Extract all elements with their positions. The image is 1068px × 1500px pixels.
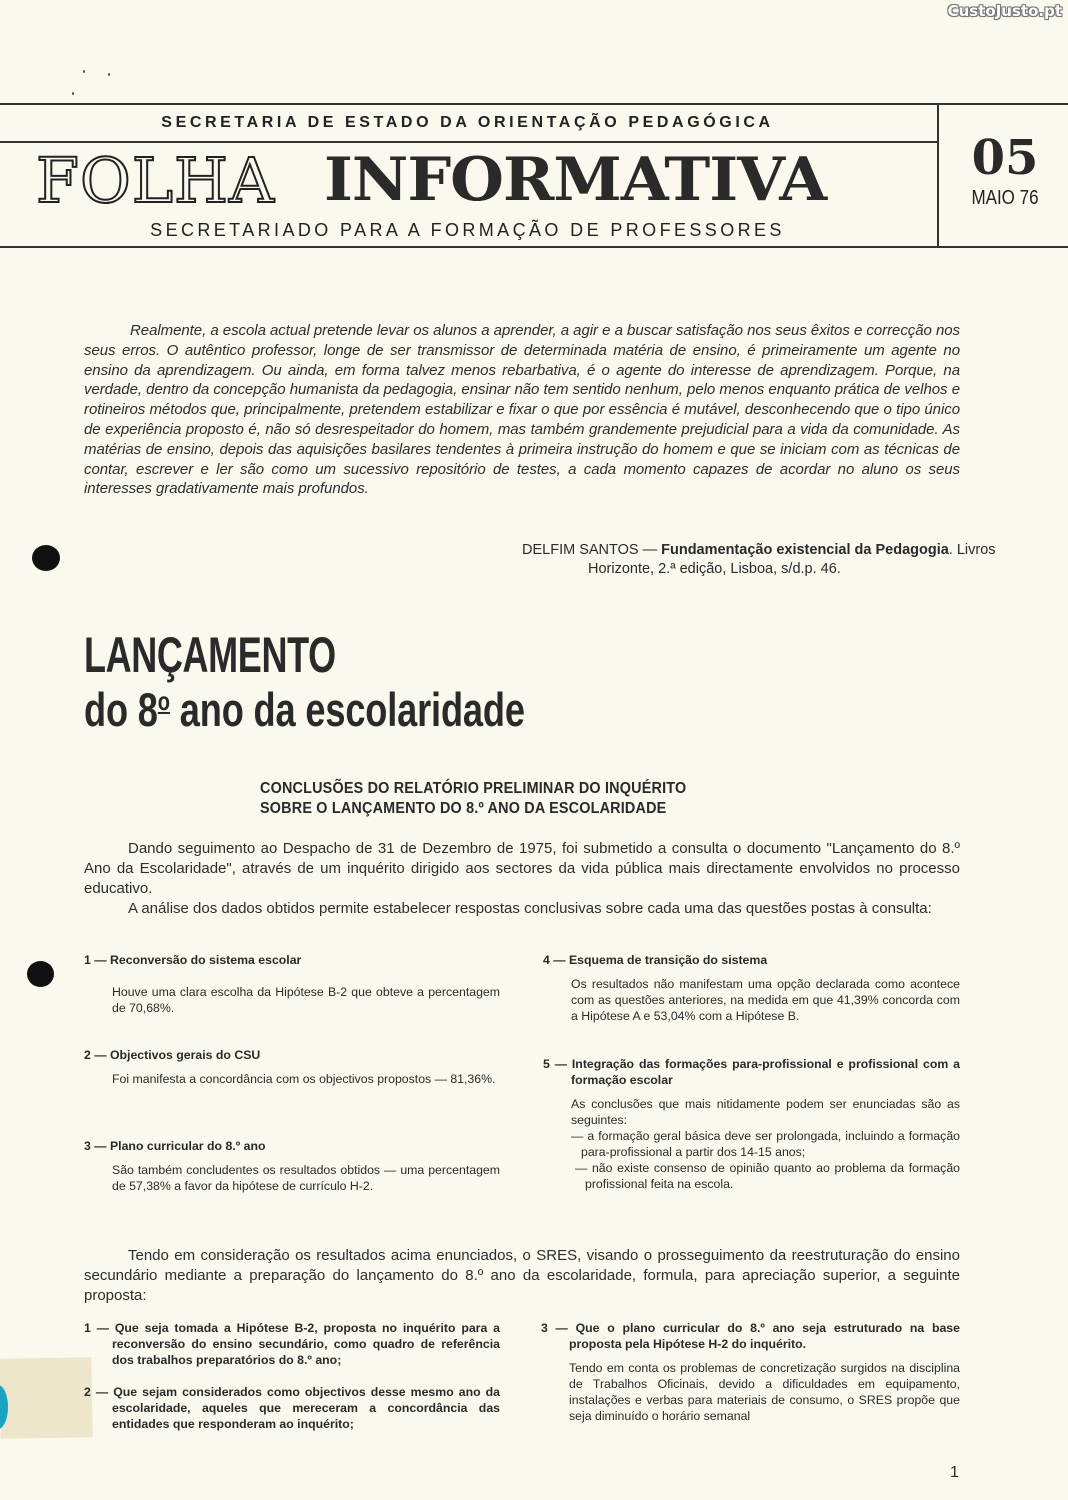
citation-work: Fundamentação existencial da Pedagogia — [661, 542, 949, 558]
proposal-item — [84, 1384, 500, 1432]
conclusion-item — [84, 1138, 500, 1194]
conclusion-heading: 5 — Integração das formações para-profissional e profissional com a formação escolar — [543, 1057, 960, 1087]
conclusion-item — [84, 952, 500, 1016]
binder-hole — [27, 961, 54, 987]
rule-middle — [0, 141, 937, 143]
intro-paragraph: A análise dos dados obtidos permite estabelecer respostas conclusivas sobre cada uma das questões postas à consulta: — [128, 900, 932, 917]
speck — [72, 92, 74, 95]
conclusion-item — [543, 952, 960, 1024]
conclusion-heading: 3 — Plano curricular do 8.º ano — [84, 1139, 266, 1153]
conclusion-heading: 1 — Reconversão do sistema escolar — [84, 953, 302, 967]
proposal-heading: 1 — Que seja tomada a Hipótese B-2, proposta no inquérito para a reconversão do ensino secundário, como quadro de referência dos trabalhos preparatórios do 8.º ano; — [84, 1321, 500, 1367]
issue-number: 05 — [971, 130, 1039, 186]
conclusion-heading: 4 — Esquema de transição do sistema — [543, 953, 768, 967]
epigraph-quote: Realmente, a escola actual pretende levar os alunos a aprender, a agir e a buscar satisfação nos seus êxitos e correcção nos seus erros. O autêntico professor, longe de ser transmissor de determinada matéria de ensino, é primeiramente um agente no ensino da aprendizagem. Ou ainda, em forma talvez menos rebarbativa, é o agente do interesse de aprendizagem. Porque, na verdade, dentro da concepção humanista da pedagogia, ensinar não tem sentido nenhum, pelo menos enquanto prática de velhos e rotineiros métodos que, principalmente, pretendem estabilizar e fixar o que por essência é mutável, desconhecendo que o tipo único de experiência proposto é, não só desrespeitador do homem, mas também grandemente prejudicial para a vida da comunidade. As matérias de ensino, depois das aquisições basilares tendentes à primeira instrução do homem e que se iniciam com as técnicas de contar, escrever e ler são como um sucessivo repositório de testes, a cada momento capazes de acordar no aluno os seus interesses gradativamente mais profundos. — [84, 322, 960, 498]
page-number: 1 — [950, 1464, 959, 1481]
rule-top — [0, 103, 1068, 105]
conclusion-heading: 2 — Objectivos gerais do CSU — [84, 1048, 261, 1062]
title-text: do 8 — [84, 683, 158, 736]
proposal-item — [541, 1320, 960, 1424]
speck — [108, 73, 110, 76]
proposal-body: Tendo em conta os problemas de concretização surgidos na disciplina de Trabalhos Oficinais, devido a dificuldades em equipamento, instalações e verbas para materiais de consumo, o SRES propõe que seja diminuído o horário semanal — [569, 1361, 960, 1423]
conclusion-body: São também concludentes os resultados obtidos — uma percentagem de 57,38% a favor da hipótese de currículo H-2. — [112, 1163, 500, 1193]
conclusion-bullet: — não existe consenso de opinião quanto ao problema da formação profissional feita na escola. — [575, 1161, 960, 1191]
masthead-top-line: SECRETARIA DE ESTADO DA ORIENTAÇÃO PEDAGÓGICA — [161, 114, 774, 131]
conclusion-body-text: As conclusões que mais nitidamente podem ser enunciadas são as seguintes: — [571, 1097, 960, 1127]
conclusion-body: Houve uma clara escolha da Hipótese B-2 que obteve a percentagem de 70,68%. — [112, 985, 500, 1015]
masthead-title-informativa: INFORMATIVA — [324, 145, 827, 215]
conclusion-bullet: — a formação geral básica deve ser prolongada, incluindo a formação para-profissional a partir dos 14-15 anos; — [571, 1129, 960, 1159]
conclusion-body: Os resultados não manifestam uma opção declarada como acontece com as questões anteriores, na medida em que 41,39% concorda com a Hipótese A e 53,04% com a Hipótese B. — [571, 977, 960, 1023]
tape-patch — [0, 1357, 93, 1439]
article-title-line1: LANÇAMENTO — [84, 627, 336, 683]
citation-rest: . Livros Horizonte, 2.ª edição, Lisboa, s/d.p. 46. — [588, 542, 996, 578]
proposal-heading: 3 — Que o plano curricular do 8.º ano seja estruturado na base proposta pela Hipótese H-2 do inquérito. — [541, 1321, 960, 1351]
rule-bottom — [0, 246, 1068, 248]
citation-author: DELFIM SANTOS — — [522, 542, 662, 558]
conclusion-body — [543, 1096, 960, 1192]
proposal-intro: Tendo em consideração os resultados acima enunciados, o SRES, visando o prosseguimento da reestruturação do ensino secundário mediante a preparação do lançamento do 8.º ano da escolaridade, formula, para apreciação superior, a seguinte proposta: — [84, 1247, 960, 1304]
title-text: ano da escolaridade — [169, 683, 525, 736]
masthead-title-folha: FOLHA — [36, 144, 275, 217]
subheading-line: CONCLUSÕES DO RELATÓRIO PRELIMINAR DO INQUÉRITO — [260, 780, 687, 797]
speck — [83, 70, 85, 73]
masthead-bottom-line: SECRETARIADO PARA A FORMAÇÃO DE PROFESSORES — [150, 220, 785, 240]
article-subheading — [260, 779, 686, 819]
conclusion-body: Foi manifesta a concordância com os objectivos propostos — 81,36%. — [112, 1072, 496, 1086]
binder-hole — [32, 545, 60, 571]
proposal-heading: 2 — Que sejam considerados como objectivos desse mesmo ano da escolaridade, aqueles que mereceram a concordância das entidades que responderam ao inquérito; — [84, 1385, 500, 1431]
conclusion-item — [84, 1047, 500, 1087]
rule-vertical — [937, 103, 939, 246]
watermark-logo: CustoJusto.pt — [947, 2, 1062, 20]
title-ordinal: o — [157, 686, 170, 716]
conclusion-item — [543, 1056, 960, 1192]
intro-paragraph: Dando seguimento ao Despacho de 31 de Dezembro de 1975, foi submetido a consulta o documento "Lançamento do 8.º Ano da Escolaridade", através de um inquérito dirigido aos sectores da vida pública mais directamente envolvidos no processo educativo. — [84, 840, 960, 897]
proposal-item — [84, 1320, 500, 1368]
epigraph-citation — [522, 541, 1028, 580]
article-title-line2 — [84, 683, 525, 736]
issue-date: MAIO 76 — [971, 187, 1039, 209]
subheading-line: SOBRE O LANÇAMENTO DO 8.º ANO DA ESCOLARIDADE — [260, 800, 667, 817]
